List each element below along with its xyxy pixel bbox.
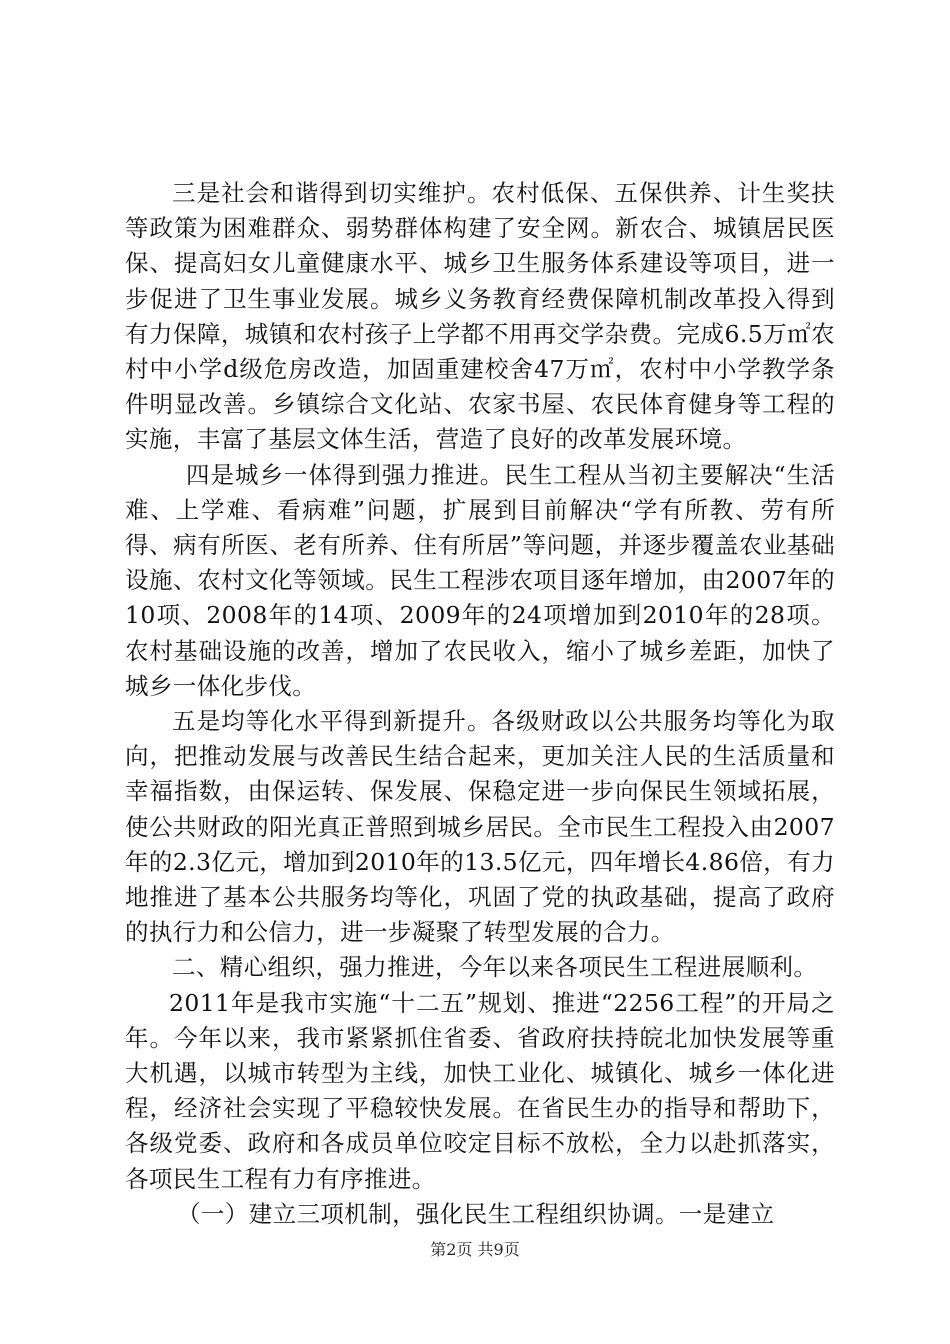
document-body bbox=[125, 176, 835, 1232]
section-heading-two: 二、精心组织，强力推进，今年以来各项民生工程进展顺利。 bbox=[172, 953, 818, 982]
paragraph-social-harmony: 三是社会和谐得到切实维护。农村低保、五保供养、计生奖扶等政策为困难群众、弱势群体构建了安全网。新农合、城镇居民医保、提高妇女儿童健康水平、城乡卫生服务体系建设等项目，进一步促进了卫生事业发展。城乡义务教育经费保障机制改革投入得到有力保障，城镇和农村孩子上学都不用再交学杂费。完成6.5万㎡农村中小学d级危房改造，加固重建校舍47万㎡，农村中小学教学条件明显改善。乡镇综合文化站、农家书屋、农民体育健身等工程的实施，丰富了基层文体生活，营造了良好的改革发展环境。 bbox=[125, 179, 835, 454]
paragraph-three-mechanisms: （一）建立三项机制，强化民生工程组织协调。一是建立 bbox=[177, 1199, 775, 1228]
paragraph-urban-rural-integration: 四是城乡一体得到强力推进。民生工程从当初主要解决“生活难、上学难、看病难”问题，扩展到目前解决“学有所教、劳有所得、病有所医、老有所养、住有所居”等问题，并逐步覆盖农业基础设施、农村文化等领域。民生工程涉农项目逐年增加，由2007年的10项、2008年的14项、2009年的24项增加到2010年的28项。农村基础设施的改善，增加了农民收入，缩小了城乡差距，加快了城乡一体化步伐。 bbox=[125, 460, 835, 700]
page-number-label: 第2页 共9页 bbox=[430, 1240, 520, 1259]
paragraph-2011-overview: 2011年是我市实施“十二五”规划、推进“2256工程”的开局之年。今年以来，我市紧紧抓住省委、省政府扶持皖北加快发展等重大机遇，以城市转型为主线，加快工业化、城镇化、城乡一体化进程，经济社会实现了平稳较快发展。在省民生办的指导和帮助下，各级党委、政府和各成员单位咬定目标不放松，全力以赴抓落实，各项民生工程有力有序推进。 bbox=[125, 988, 835, 1193]
page-footer bbox=[0, 1240, 950, 1260]
paragraph-equalization: 五是均等化水平得到新提升。各级财政以公共服务均等化为取向，把推动发展与改善民生结合起来，更加关注人民的生活质量和幸福指数，由保运转、保发展、保稳定进一步向保民生领域拓展，使公共财政的阳光真正普照到城乡居民。全市民生工程投入由2007年的2.3亿元，增加到2010年的13.5亿元，四年增长4.86倍，有力地推进了基本公共服务均等化，巩固了党的执政基础，提高了政府的执行力和公信力，进一步凝聚了转型发展的合力。 bbox=[125, 707, 835, 947]
